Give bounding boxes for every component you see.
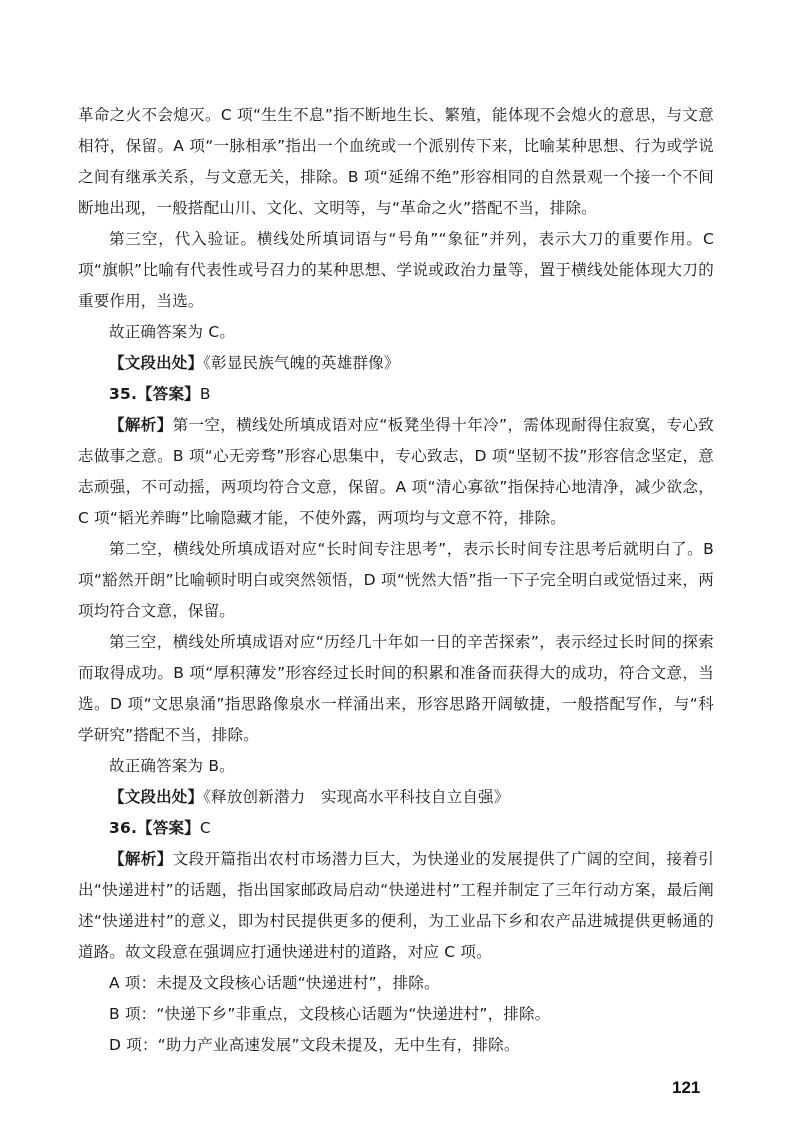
option-a-36: A 项：未提及文段核心话题“快递进村”，排除。 bbox=[109, 974, 440, 992]
source-label: 【文段出处】 bbox=[109, 788, 204, 806]
conclusion-35: 故正确答案为 B。 bbox=[109, 757, 235, 775]
answer-label: 36.【答案】 bbox=[109, 819, 200, 837]
answer-35: 35.【答案】B bbox=[109, 385, 211, 403]
source-35: 【文段出处】《释放创新潜力 实现高水平科技自立自强》 bbox=[109, 788, 510, 806]
analysis-36: 【解析】文段开篇指出农村市场潜力巨大，为快递业的发展提供了广阔的空间，接着引出“快递进村”的话题，指出国家邮政局启动“快递进村”工程并制定了三年行动方案，最后阐述“快递进村”的意义，即为村民提供更多的便利，为工业品下乡和农产品进城提供更畅通的道路。故文段意在强调应打通快递进村的道路，对应 C 项。 bbox=[78, 850, 714, 961]
answer-explanation-text bbox=[78, 100, 714, 1061]
source-label: 【文段出处】 bbox=[109, 354, 204, 372]
answer-36: 36.【答案】C bbox=[109, 819, 211, 837]
analysis-label: 【解析】 bbox=[109, 416, 173, 434]
analysis-35-3: 第三空，横线处所填成语对应“历经几十年如一日的辛苦探索”，表示经过长时间的探索而取得成功。B 项“厚积薄发”形容经过长时间的积累和准备而获得大的成功，符合文意，当选。D 项“文思泉涌”指思路像泉水一样涌出来，形容思路开阔敏捷，一般搭配写作，与“科学研究”搭配不当，排除。 bbox=[78, 633, 714, 744]
paragraph-2: 第三空，代入验证。横线处所填词语与“号角”“象征”并列，表示大刀的重要作用。C 项“旗帜”比喻有代表性或号召力的某种思想、学说或政治力量等，置于横线处能体现大刀的重要作用，当选。 bbox=[78, 230, 714, 310]
analysis-35-2: 第二空，横线处所填成语对应“长时间专注思考”，表示长时间专注思考后就明白了。B 项“豁然开朗”比喻顿时明白或突然领悟，D 项“恍然大悟”指一下子完全明白或觉悟过来，两项均符合文意，保留。 bbox=[78, 540, 714, 620]
option-b-36: B 项：“快递下乡”非重点，文段核心话题为“快递进村”，排除。 bbox=[109, 1005, 551, 1023]
paragraph-1: 革命之火不会熄灭。C 项“生生不息”指不断地生长、繁殖，能体现不会熄火的意思，与文意相符，保留。A 项“一脉相承”指出一个血统或一个派别传下来，比喻某种思想、行为或学说之间有继承关系，与文意无关，排除。B 项“延绵不绝”形容相同的自然景观一个接一个不间断地出现，一般搭配山川、文化、文明等，与“革命之火”搭配不当，排除。 bbox=[78, 106, 714, 217]
page-number: 121 bbox=[672, 1078, 701, 1097]
paragraph-3: 故正确答案为 C。 bbox=[109, 323, 236, 341]
option-d-36: D 项：“助力产业高速发展”文段未提及，无中生有，排除。 bbox=[109, 1036, 520, 1054]
answer-label: 35.【答案】 bbox=[109, 385, 200, 403]
analysis-35-1: 【解析】第一空，横线处所填成语对应“板凳坐得十年冷”，需体现耐得住寂寞，专心致志做事之意。B 项“心无旁骛”形容心思集中，专心致志，D 项“坚韧不拔”形容信念坚定，意志顽强，不可动摇，两项均符合文意，保留。A 项“清心寡欲”指保持心地清净，减少欲念，C 项“韬光养晦”比喻隐藏才能，不使外露，两项均与文意不符，排除。 bbox=[78, 416, 714, 527]
analysis-label: 【解析】 bbox=[109, 850, 173, 868]
source-34: 【文段出处】《彰显民族气魄的英雄群像》 bbox=[109, 354, 400, 372]
